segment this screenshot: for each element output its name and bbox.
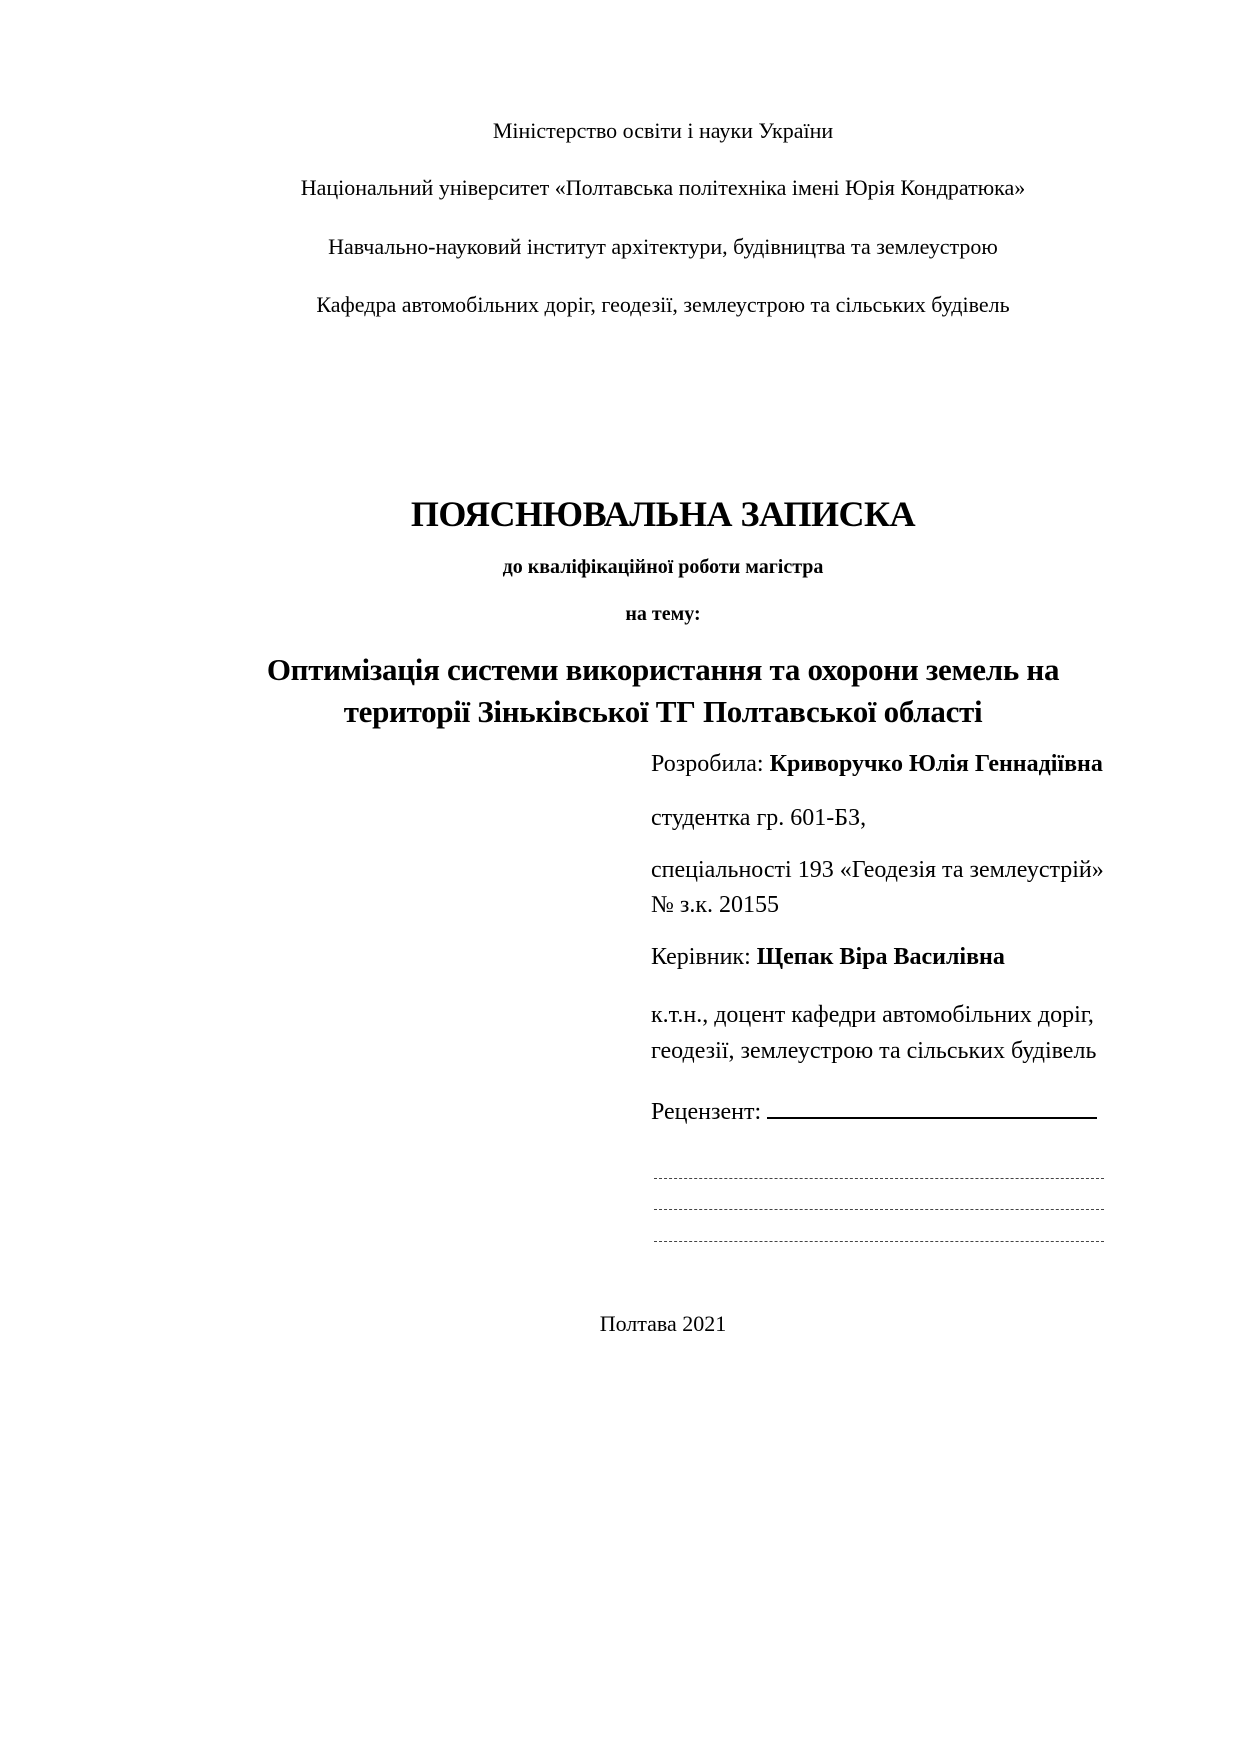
supervisor-label: Керівник: [651, 944, 751, 970]
city-year: Полтава 2021 [599, 1311, 727, 1336]
document-subtitle: до кваліфікаційної роботи магістра [502, 556, 824, 578]
institute-line: Навчально-науковий інститут архітектури, будівництва та землеустрою [328, 234, 998, 259]
blank-line-1 [654, 1178, 1104, 1179]
supervisor-name: Щепак Віра Василівна [756, 944, 1005, 970]
topic-line-1: Оптимізація системи використання та охорони земель на [266, 652, 1060, 687]
author-label: Розробила: [651, 751, 764, 777]
blank-line-3 [654, 1241, 1104, 1242]
reviewer-label: Рецензент: [651, 1099, 762, 1125]
university-line: Національний університет «Полтавська політехніка імені Юрія Кондратюка» [300, 175, 1026, 200]
author-group: студентка гр. 601-БЗ, [651, 805, 867, 831]
document-title: ПОЯСНЮВАЛЬНА ЗАПИСКА [410, 494, 916, 534]
ministry-line: Міністерство освіти і науки України [492, 118, 834, 143]
author-name: Криворучко Юлія Геннадіївна [769, 751, 1103, 777]
author-row [651, 751, 1103, 778]
author-record: № з.к. 20155 [651, 892, 780, 918]
topic-line-2: території Зіньківської ТГ Полтавської області [343, 694, 983, 729]
supervisor-position-2: геодезії, землеустрою та сільських будівель [651, 1038, 1097, 1064]
supervisor-row [651, 944, 1005, 971]
reviewer-blank-line [767, 1097, 1097, 1119]
blank-line-2 [654, 1209, 1104, 1210]
author-specialty: спеціальності 193 «Геодезія та землеустрій» [651, 857, 1104, 883]
topic-label: на тему: [625, 603, 701, 625]
reviewer-row [651, 1097, 1097, 1126]
department-line: Кафедра автомобільних доріг, геодезії, землеустрою та сільських будівель [316, 292, 1010, 317]
supervisor-position-1: к.т.н., доцент кафедри автомобільних доріг, [651, 1002, 1094, 1028]
